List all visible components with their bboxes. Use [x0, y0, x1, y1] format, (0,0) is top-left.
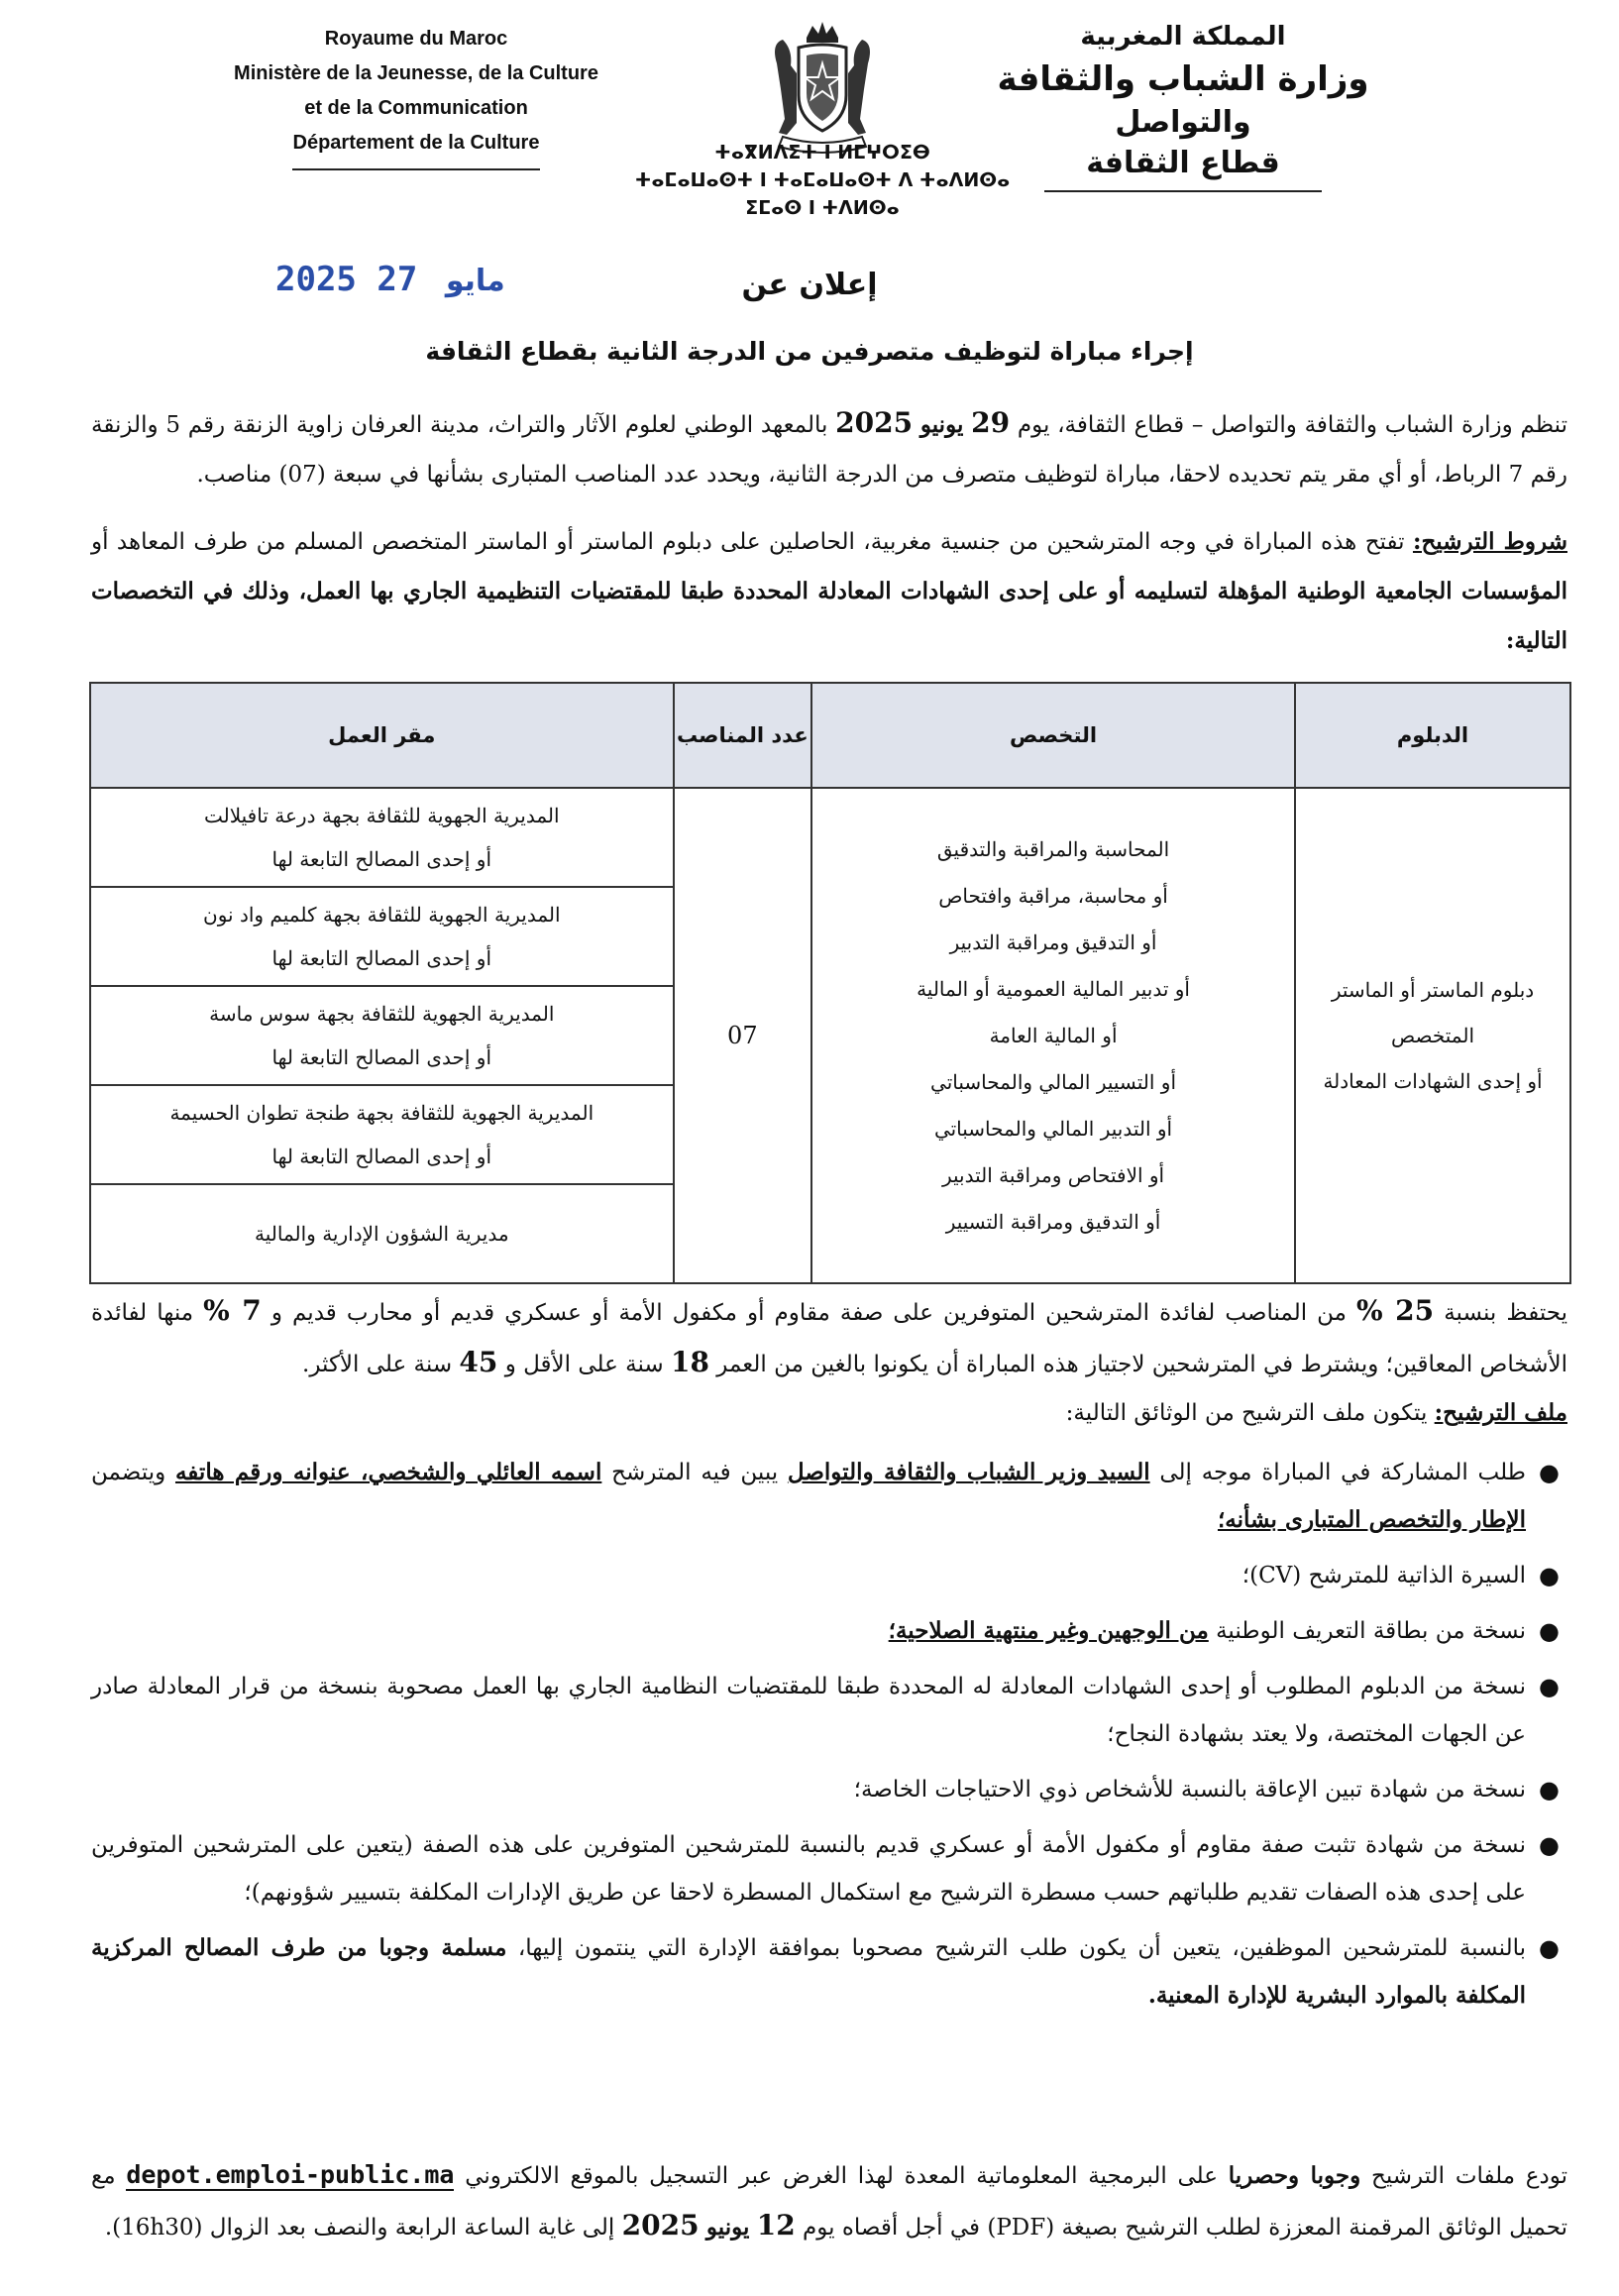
date-month: مايو: [445, 264, 505, 298]
age-max: 45: [459, 1346, 498, 1378]
header-fr-line: Royaume du Maroc: [324, 28, 508, 50]
footer-emph: وجوبا وحصريا: [1228, 2162, 1361, 2189]
location-sub: أو إحدى المصالح التابعة لها: [271, 1145, 492, 1168]
age-min: 18: [671, 1346, 709, 1378]
list-item: [91, 1766, 1567, 1813]
location-cell: [90, 887, 674, 986]
header-ar-line: قطاع الثقافة: [1086, 146, 1280, 180]
item-text: بالنسبة للمترشحين الموظفين، يتعين أن يكون طلب الترشيح مصحوبا بموافقة الإدارة التي ينتمون إليها،: [517, 1935, 1526, 1961]
location-main: المديرية الجهوية للثقافة بجهة طنجة تطوان الحسيمة: [169, 1101, 594, 1125]
item-text: طلب المشاركة في المباراة موجه إلى: [1159, 1460, 1526, 1485]
header-fr-line: et de la Communication: [304, 97, 528, 119]
table-row: [90, 788, 1570, 887]
location-main: المديرية الجهوية للثقافة بجهة كلميم واد نون: [203, 903, 561, 927]
list-item: [91, 1552, 1567, 1599]
arabic-header: [975, 18, 1391, 192]
footer-text: مع تحميل الوثائق المرقمنة المعززة لطلب الترشيح بصيغة (PDF) في أجل أقصاه يوم: [91, 2163, 1567, 2241]
item-text: نسخة من شهادة تثبت صفة مقاوم أو مكفول الأمة أو عسكري قديم بالنسبة للمترشحين المتوفرين على هذه الصفة (يتعين على المترشحين المتوفرين على إحدى هذه الصفات تقديم طلباتهم حسب مسطرة الترشيح مع استكمال المسطرة لاحقا عن طريق الإدارات المكلفة بتسيير شؤونهم)؛: [91, 1832, 1526, 1906]
header-tifinagh-line: ⵜⴰⴳⵍⴷⵉⵜ ⵏ ⵍⵎⵖⵔⵉⴱ: [714, 142, 930, 164]
quota-text: سنة على الأكثر.: [302, 1352, 453, 1377]
bullet-icon: ●: [1539, 1776, 1560, 1804]
documents-list: [91, 1449, 1567, 2027]
quota-text: سنة على الأقل و: [504, 1352, 664, 1377]
diploma-cell: [1295, 788, 1570, 1283]
location-cell: [90, 1184, 674, 1283]
list-item: [91, 1449, 1567, 1544]
header-tifinagh-line: ⵉⵎⴰⵙ ⵏ ⵜⴷⵍⵙⴰ: [745, 197, 900, 219]
item-emph: مسلمة وجوبا من طرف المصالح المركزية المكلفة بالموارد البشرية للإدارة المعنية.: [91, 1934, 1526, 2009]
conditions-text-cont: المؤسسات الجامعية الوطنية المؤهلة لتسليمه أو على إحدى الشهادات المعادلة المحددة طبقا للمقتضيات التنظيمية الجاري بها العمل، وذلك في التخصصات التالية:: [91, 578, 1567, 654]
location-cell: [90, 986, 674, 1085]
item-text: ويتضمن: [91, 1460, 166, 1485]
count-cell: 07: [674, 788, 811, 1283]
conditions-paragraph: [91, 517, 1567, 666]
list-item: [91, 1663, 1567, 1758]
tifinagh-header: [634, 139, 1011, 222]
quota-text: من المناصب لفائدة المترشحين المتوفرين على صفة مقاوم أو مكفول الأمة أو عسكري قديم أو محارب قديم و: [270, 1300, 1347, 1326]
col-diploma: الدبلوم: [1295, 683, 1570, 788]
french-header: [228, 22, 604, 170]
submission-paragraph: [91, 2150, 1567, 2252]
submission-link[interactable]: depot.emploi-public.ma: [126, 2160, 455, 2189]
diploma-line: دبلوم الماستر أو الماستر: [1331, 978, 1535, 1002]
location-cell: [90, 788, 674, 887]
quota-percent: 25 %: [1356, 1294, 1435, 1327]
item-text: نسخة من شهادة تبين الإعاقة بالنسبة للأشخاص ذوي الاحتياجات الخاصة؛: [853, 1777, 1526, 1803]
item-emph: الإطار والتخصص المتبارى بشأنه؛: [1217, 1506, 1526, 1533]
item-emph: من الوجهين وغير منتهية الصلاحية؛: [888, 1617, 1209, 1644]
header-ar-line: المملكة المغربية: [1080, 22, 1286, 52]
table-header-row: [90, 683, 1570, 788]
specialty-cell: [811, 788, 1295, 1283]
specialty-item: أو التدبير المالي والمحاسباتي: [933, 1116, 1173, 1141]
location-cell: [90, 1085, 674, 1184]
specialty-item: أو التدقيق ومراقبة التسيير: [945, 1209, 1161, 1234]
bullet-icon: ●: [1539, 1831, 1560, 1859]
quota-percent: 7 %: [203, 1294, 262, 1327]
bullet-icon: ●: [1539, 1673, 1560, 1700]
item-text: نسخة من الدبلوم المطلوب أو إحدى الشهادات المعادلة له المحددة طبقا للمقتضيات النظامية الجاري بها العمل مصحوبة بنسخة من قرار المعادلة صادر عن الجهات المختصة، ولا يعتد بشهادة النجاح؛: [91, 1674, 1526, 1747]
location-sub: أو إحدى المصالح التابعة لها: [271, 847, 492, 871]
exam-day: 29: [971, 406, 1011, 439]
location-main: المديرية الجهوية للثقافة بجهة درعة تافيلالت: [203, 804, 560, 827]
specialty-item: المحاسبة والمراقبة والتدقيق: [936, 836, 1170, 861]
location-sub: أو إحدى المصالح التابعة لها: [271, 946, 492, 970]
specialty-item: أو التسيير المالي والمحاسباتي: [930, 1069, 1177, 1094]
header-ar-divider: [1044, 190, 1322, 192]
location-main: مديرية الشؤون الإدارية والمالية: [255, 1222, 509, 1246]
exam-year: 2025: [835, 406, 914, 439]
footer-text: على البرمجية المعلوماتية المعدة لهذا الغرض عبر التسجيل بالموقع الالكتروني: [465, 2163, 1219, 2189]
quota-text: منها لفائدة الأشخاص المعاقين؛ ويشترط في المترشحين لاجتياز هذه المباراة أن يكونوا بالغين من العمر: [91, 1300, 1567, 1377]
item-emph: اسمه العائلي والشخصي، عنوانه ورقم هاتفه: [174, 1459, 602, 1485]
list-item: [91, 1924, 1567, 2020]
header-fr-divider: [292, 168, 540, 170]
specialty-item: أو تدبير المالية العمومية أو المالية: [917, 976, 1190, 1001]
footer-text: تودع ملفات الترشيح: [1370, 2163, 1568, 2189]
diploma-line: المتخصص: [1391, 1024, 1475, 1047]
specialty-item: أو المالية العامة: [989, 1023, 1118, 1047]
diploma-line: أو إحدى الشهادات المعادلة: [1323, 1069, 1543, 1093]
item-text: يبين فيه المترشح: [611, 1460, 779, 1485]
intro-text: تنظم وزارة الشباب والثقافة والتواصل – قطاع الثقافة، يوم: [1017, 412, 1568, 438]
deadline-month: يونيو: [705, 2214, 750, 2241]
item-text: السيرة الذاتية للمترشح (CV)؛: [1241, 1563, 1526, 1588]
bullet-icon: ●: [1539, 1459, 1560, 1486]
location-main: المديرية الجهوية للثقافة بجهة سوس ماسة: [209, 1002, 555, 1026]
intro-text-cont: بالمعهد الوطني لعلوم الآثار والتراث، مدينة العرفان زاوية الزنقة رقم 5 والزنقة رقم 7 الرباط، أو أي مقر يتم تحديده لاحقا، مباراة لتوظيف متصرف من الدرجة الثانية، ويحدد عدد المناصب المتبارى بشأنها في سبعة (07) مناصب.: [91, 412, 1567, 488]
header-fr-line: Ministère de la Jeunesse, de la Culture: [234, 62, 598, 84]
col-count: عدد المناصب: [674, 683, 811, 788]
bullet-icon: ●: [1539, 1934, 1560, 1962]
specialty-item: أو محاسبة، مراقبة وافتحاص: [938, 883, 1168, 908]
deadline-year: 2025: [621, 2209, 700, 2241]
positions-table: [89, 682, 1571, 1284]
bullet-icon: ●: [1539, 1562, 1560, 1589]
location-sub: أو إحدى المصالح التابعة لها: [271, 1045, 492, 1069]
col-location: مقر العمل: [90, 683, 674, 788]
intro-paragraph: [91, 398, 1567, 499]
header-ar-line: والتواصل: [1115, 105, 1251, 140]
item-text: نسخة من بطاقة التعريف الوطنية: [1216, 1618, 1526, 1644]
footer-text: إلى غاية الساعة الرابعة والنصف بعد الزوال (16h30).: [104, 2215, 615, 2241]
header-ar-line: وزارة الشباب والثقافة: [997, 59, 1369, 99]
date-day: 27: [377, 260, 418, 299]
deadline-day: 12: [756, 2209, 796, 2241]
item-emph: السيد وزير الشباب والثقافة والتواصل: [787, 1459, 1150, 1485]
page-title: إعلان عن: [741, 268, 878, 302]
date-year: 2025: [275, 260, 357, 299]
specialty-item: أو التدقيق ومراقبة التدبير: [949, 929, 1157, 954]
file-intro: يتكون ملف الترشيح من الوثائق التالية:: [1065, 1400, 1428, 1426]
conditions-text: تفتح هذه المباراة في وجه المترشحين من جنسية مغربية، الحاصلين على دبلوم الماستر أو الماستر المتخصص المسلم من طرف المعاهد أو: [91, 529, 1405, 555]
quota-paragraph: [91, 1286, 1567, 1389]
bullet-icon: ●: [1539, 1617, 1560, 1645]
page-subtitle: إجراء مباراة لتوظيف متصرفين من الدرجة الثانية بقطاع الثقافة: [425, 337, 1194, 366]
list-item: [91, 1821, 1567, 1916]
exam-month: يونيو: [919, 411, 964, 438]
specialty-item: أو الافتحاص ومراقبة التدبير: [941, 1162, 1165, 1187]
conditions-label: شروط الترشيح:: [1412, 528, 1567, 555]
header-tifinagh-line: ⵜⴰⵎⴰⵡⴰⵙⵜ ⵏ ⵜⴰⵎⴰⵡⴰⵙⵜ ⴷ ⵜⴰⴷⵍⵙⴰ: [634, 169, 1011, 191]
quota-text: يحتفظ بنسبة: [1444, 1300, 1568, 1326]
file-label: ملف الترشيح:: [1434, 1399, 1567, 1426]
file-heading: [1066, 1399, 1567, 1426]
col-specialty: التخصص: [811, 683, 1295, 788]
header-fr-line: Département de la Culture: [292, 132, 540, 154]
list-item: [91, 1607, 1567, 1655]
